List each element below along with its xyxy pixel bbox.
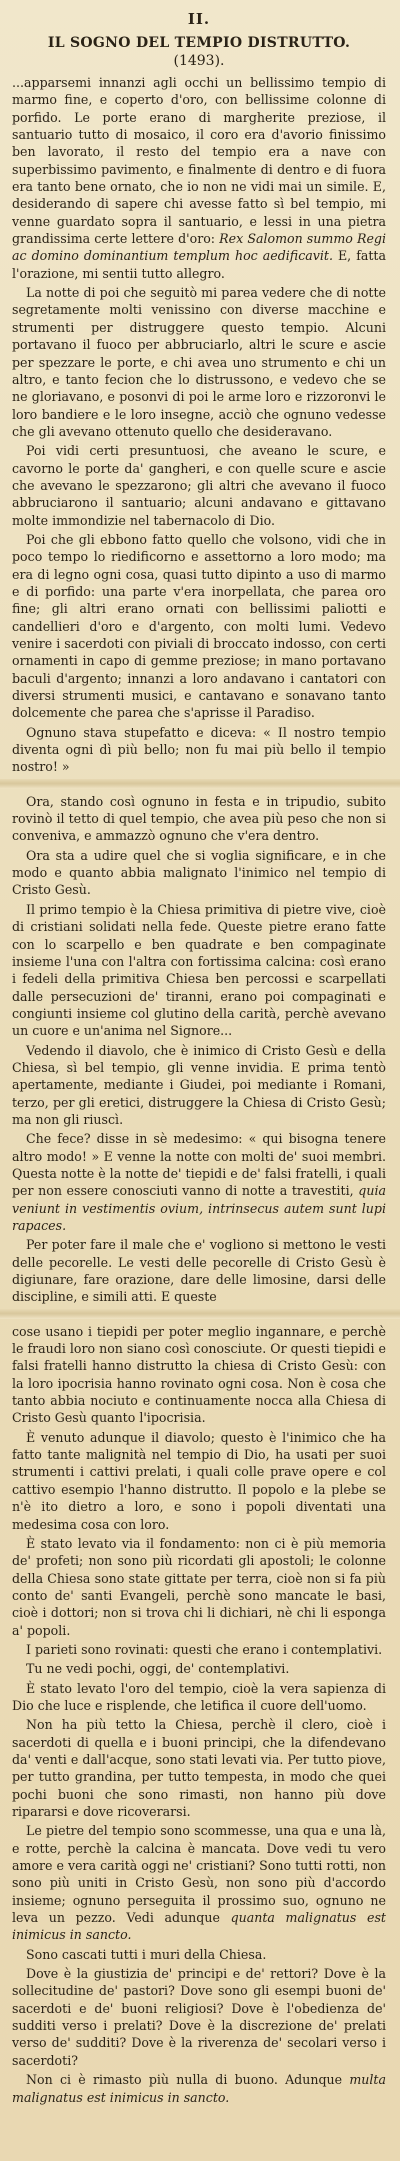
paragraph-presumptuous: Poi vidi certi presuntuosi, che aveano le scure, e cavorno le porte da' gangheri, e con quelle scure e ascie che avevano le spezzarono; gli altri che avevano il fuoco abbruciarono il santuario; alcuni andavano e gittavano molte immondizie nel tabernacolo di Dio. — [12, 443, 386, 528]
paragraph-contemplatives: Tu ne vedi pochi, oggi, de' contemplativi. — [26, 1661, 290, 1677]
paragraph-night — [12, 1130, 386, 1234]
paragraph-foundation: È stato levato via il fondamento: non ci è più memoria de' profeti; non sono più ricordati gli apostoli; le colonne della Chiesa sono state gittate per terra, cioè non si fa più conto de' santi Evangeli, perchè sono mancate le basi, cioè i dottori; non si trova chi li dichiari, nè chi li esponga a' popoli. — [12, 1535, 386, 1638]
paragraph-walls: I parieti sono rovinati: questi che erano i contemplativi. — [26, 1641, 383, 1657]
paragraph-gold: È stato levato l'oro del tempio, cioè la vera sapienza di Dio che luce e risplende, che letifica il cuore dell'uomo. — [12, 1680, 386, 1713]
paragraph-text: ...apparsemi innanzi agli occhi un bellissimo tempio di marmo fine, e coperto d'oro, con bellissime colonne di porfido. Le porte erano di margherite preziose, il santuario tutto di mosaico, il coro era d'avorio finissimo ben lavorato, il resto del tempio era a nave con superbissimo pavimento, e finalmente di dentro e di fuora era tanto bene ornato, che io non ne vidi mai un simile. E, desiderando di sapere chi avesse fatto sì bel tempio, mi venne guardato sopra il santuario, e lessi in una pietra grandissima certe lettere d'oro: — [12, 75, 386, 247]
chapter-title: IL SOGNO DEL TEMPIO DISTRUTTO. — [47, 35, 351, 51]
chapter-body — [12, 74, 386, 2106]
paragraph-meaning: Ora sta a udire quel che si voglia significare, e in che modo e quanto abbia malignato l'inimico nel tempio di Cristo Gesù. — [12, 847, 386, 898]
paragraph-text: Non ci è rimasto più nulla di buono. Adunque — [26, 2072, 343, 2088]
paragraph-questions: Dove è la giustizia de' principi e de' rettori? Dove è la sollecitudine de' pastori? Dove sono gli esempi buoni de' sacerdoti e de' buoni religiosi? Dove è l'obedienza de' sudditi verso i prelati? Dove è la discrezione de' prelati verso de' sudditi? Dove è la riverenza de' secolari verso i sacerdoti? — [12, 1966, 386, 2068]
paragraph-devil: Vedendo il diavolo, che è inimico di Cristo Gesù e della Chiesa, sì bel tempio, gli venne invidia. E prima tentò apertamente, mediante i Giudei, poi mediante i Romani, terzo, per gli eretici, distruggere la Chiesa di Cristo Gesù; ma non gli riuscì. — [12, 1042, 386, 1127]
paragraph-sheep-clothing: Per poter fare il male che e' vogliono si mettono le vesti delle pecorelle. Le vesti delle pecorelle di Cristo Gesù è digiunare, fare orazione, dare delle limosine, darsi delle discipline, e simili atti. E queste — [12, 1237, 386, 1305]
paragraph-text: Le pietre del tempio sono scommesse, una qua e una là, e rotte, perchè la calcina è mancata. Dove vedi tu vero amore e vera carità oggi ne' cristiani? Sono tutti rotti, non sono più uniti in Cristo Gesù, non sono più d'accordo insieme; ognuno perseguita il prossimo suo, ognuno ne leva un pezzo. Vedi adunque — [12, 1823, 386, 1926]
paragraph-amazement: Ognuno stava stupefatto e diceva: « Il nostro tempio diventa ogni dì più bello; non fu mai più bello il tempio nostro! » — [12, 724, 386, 775]
latin-inscription: Rex Salomon summo Regi ac domino dominantium templum hoc aedificavit. — [12, 231, 386, 264]
page-seam — [0, 779, 400, 789]
paragraph-fallen-walls: Sono cascati tutti i muri della Chiesa. — [26, 1946, 267, 1962]
paragraph-stones — [12, 1822, 386, 1943]
paragraph-hypocrisy: cose usano i tiepidi per poter meglio ingannare, e perchè le fraudi loro non siano così conosciute. Or questi tiepidi e falsi fratelli hanno distrutto la chiesa di Cristo Gesù: con la loro ipocrisia hanno rovinato ogni cosa. Non è cosa che tanto abbia nociuto e continuamente nocca alla Chiesa di Cristo Gesù quanto l'ipocrisia. — [12, 1323, 386, 1426]
latin-quote: multa malignatus est inimicus in sancto. — [12, 2072, 386, 2105]
paragraph-collapse: Ora, stando così ognuno in festa e in tripudio, subito rovinò il tetto di quel tempio, che avea più peso che non si conveniva, e ammazzò ognuno che v'era dentro. — [12, 793, 386, 844]
chapter-year: (1493). — [173, 53, 225, 69]
latin-quote: quia veniunt in vestimentis ovium, intrinsecus autem sunt lupi rapaces. — [12, 1183, 386, 1233]
paragraph-text: Che fece? disse in sè medesimo: « qui bisogna tenere altro modo! » E venne la notte con molti de' suoi membri. Questa notte è la notte de' tiepidi e de' falsi fratelli, i quali per non essere conosciuti vanno di notte a travestiti, — [12, 1131, 386, 1199]
paragraph-conclusion — [12, 2071, 386, 2106]
paragraph-temple-vision — [12, 74, 386, 282]
latin-quote: quanta malignatus est inimicus in sancto. — [12, 1910, 386, 1943]
paragraph-first-temple: Il primo tempio è la Chiesa primitiva di pietre vive, cioè di cristiani solidati nella fede. Queste pietre erano fatte con lo scarpello e ben quadrate e ben compaginate insieme l'una con l'altra con fortissima calcina: così erano i fedeli della primitiva Chiesa ben percossi e scarpellati dalle persecuzioni de' tiranni, erano poi compaginati e congiunti insieme col glutino della carità, perchè avevano un cuore e un'anima nel Signore... — [12, 901, 386, 1039]
chapter-number: II. — [187, 10, 211, 28]
paragraph-rebuilt: Poi che gli ebbono fatto quello che volsono, vidi che in poco tempo lo riedificorno e assettorno a loro modo; ma era di legno ogni cosa, quasi tutto dipinto a uso di marmo e di porfido: una parte v'era inorpellata, che parea oro fine; gli altri erano ornati con bellissimi paliotti e candellieri d'oro e d'argento, con molti lumi. Vedevo venire i sacerdoti con piviali di broccato indosso, con certi ornamenti in capo di gemme preziose; in mano portavano baculi d'argento; innanzi a loro andavano i cantatori con diversi strumenti musici, e cantavano e sonavano tanto dolcemente che parea che s'aprisse il Paradiso. — [12, 531, 386, 721]
paragraph-text: E, fatta l'orazione, mi sentii tutto allegro. — [12, 248, 386, 281]
paragraph-roof: Non ha più tetto la Chiesa, perchè il clero, cioè i sacerdoti di quella e i buoni principi, che la difendevano da' venti e dall'acque, sono stati levati via. Per tutto piove, per tutto grandina, per tutto tempesta, in modo che quei pochi buoni che sono rimasti, non hanno più dove ripararsi e dove ricoverarsi. — [12, 1717, 386, 1819]
page-seam — [0, 1309, 400, 1319]
paragraph-destruction: La notte di poi che seguitò mi parea vedere che di notte segretamente molti venissino con diverse macchine e strumenti per distruggere questo tempio. Alcuni portavano il fuoco per abbruciarlo, altri le scure e ascie per spezzare le porte, e chi avea uno strumento e chi un altro, e tanto fecion che lo distrussono, e vedevo che se ne gloriavano, e posonvi di poi le arme loro e rizzoronvi le loro bandiere e le loro insegne, acciò che ognuno vedesse che gli avevano ottenuto quello che desideravano. — [12, 285, 386, 439]
paragraph-bad-prelates: È venuto adunque il diavolo; questo è l'inimico che ha fatto tante malignità nel tempio di Dio, ha usati per suoi strumenti i cattivi prelati, i quali colle prave opere e col cattivo esempio l'hanno distrutto. Il popolo e la plebe se n'è ito dietro a loro, e sono i popoli diventati una medesima cosa con loro. — [12, 1429, 386, 1532]
